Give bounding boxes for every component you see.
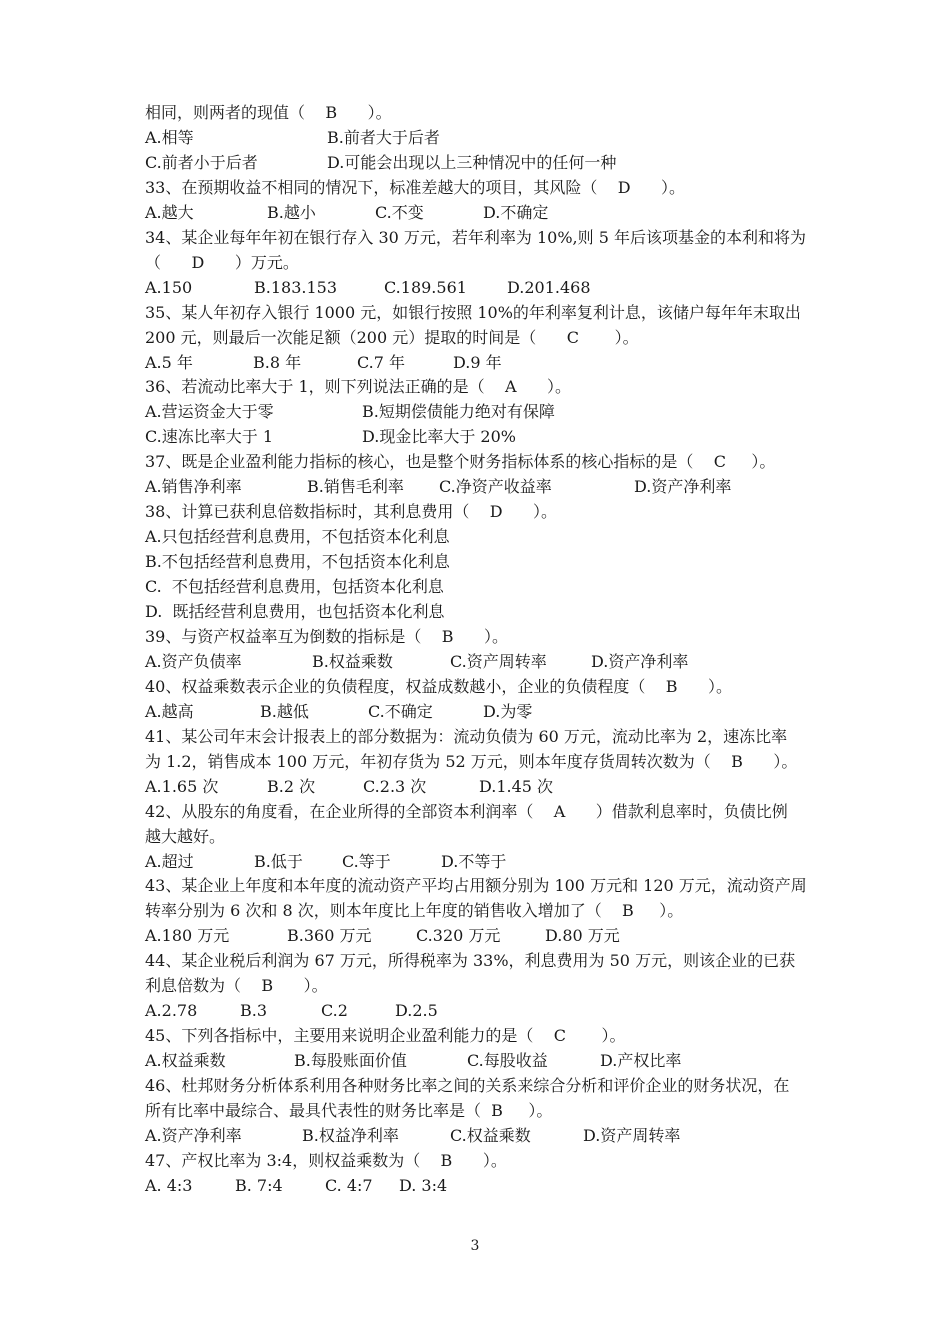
answer-option: D.2.5 [395,1001,438,1021]
line-text: 35、某人年初存入银行 1000 元，如银行按照 10%的年利率复利计息，该储户每年年末取出 [145,302,801,322]
line-text: A.只包括经营利息费用，不包括资本化利息 [145,527,450,547]
line-text: 38、计算已获利息倍数指标时，其利息费用（ D ）。 [145,502,558,522]
answer-option: D.1.45 次 [479,776,554,796]
answer-option: C.每股收益 [467,1051,548,1071]
answer-option: A.超过 [145,851,194,871]
line-text: 41、某公司年末会计报表上的部分数据为：流动负债为 60 万元，流动比率为 2，速冻比率 [145,726,788,746]
answer-option: D.不等于 [441,851,507,871]
answer-option: A.销售净利率 [145,477,242,497]
answer-option: C.189.561 [384,277,467,297]
answer-option: C.2 [321,1001,348,1021]
answer-option: A.营运资金大于零 [145,402,274,422]
answer-option: A.越高 [145,701,194,721]
answer-option: D.资产净利率 [591,651,689,671]
answer-option: B.权益净利率 [302,1125,399,1145]
answer-option: B.低于 [254,851,303,871]
answer-option: D. 3:4 [399,1175,448,1195]
answer-option: C.速冻比率大于 1 [145,427,274,447]
answer-option: C.7 年 [357,352,406,372]
answer-option: D.201.468 [507,277,591,297]
answer-option: C.资产周转率 [450,651,547,671]
line-text: 46、杜邦财务分析体系利用各种财务比率之间的关系来综合分析和评价企业的财务状况，在 [145,1076,790,1095]
line-text: 34、某企业每年年初在银行存入 30 万元，若年利率为 10%,则 5 年后该项基金的本利和将为 [145,227,806,247]
answer-option: C.净资产收益率 [439,477,552,497]
answer-option: A.180 万元 [145,926,230,946]
line-text: 为 1.2，销售成本 100 万元，年初存货为 52 万元，则本年度存货周转次数为（ B ）。 [145,751,798,771]
answer-option: B.3 [240,1001,268,1021]
answer-option: A.越大 [145,202,194,222]
answer-option: B.销售毛利率 [307,477,404,497]
answer-option: D.资产净利率 [634,477,732,497]
answer-option: B.每股账面价值 [294,1051,407,1071]
answer-option: C. 4:7 [325,1175,373,1195]
answer-option: D.产权比率 [600,1051,682,1071]
answer-option: D.9 年 [453,352,502,372]
answer-option: B.360 万元 [287,926,372,946]
line-text: 200 元，则最后一次能足额（200 元）提取的时间是（ C ）。 [145,327,639,347]
answer-option: B.183.153 [254,277,338,297]
answer-option: A.2.78 [145,1001,198,1021]
line-text: C. 不包括经营利息费用，包括资本化利息 [145,577,444,596]
answer-option: C.不确定 [368,701,433,721]
line-text: 36、若流动比率大于 1，则下列说法正确的是（ A ）。 [145,377,572,397]
answer-option: B.2 次 [267,776,316,796]
answer-option: A.1.65 次 [145,776,219,796]
answer-option: A.资产净利率 [145,1125,242,1145]
line-text: 39、与资产权益率互为倒数的指标是（ B ）。 [145,626,508,646]
answer-option: C.不变 [375,202,424,222]
line-text: （ D ）万元。 [145,252,299,272]
answer-option: A.5 年 [145,352,193,372]
line-text: 相同，则两者的现值（ B ）。 [145,103,392,122]
line-text: 44、某企业税后利润为 67 万元，所得税率为 33%，利息费用为 50 万元，则该企业的已获 [145,951,796,971]
line-text: 利息倍数为（ B ）。 [145,976,328,996]
line-text: 47、产权比率为 3:4，则权益乘数为（ B ）。 [145,1150,507,1170]
answer-option: B.短期偿债能力绝对有保障 [362,402,555,422]
answer-option: D.80 万元 [545,926,620,946]
answer-option: D.资产周转率 [583,1125,681,1145]
answer-option: B. 7:4 [235,1175,283,1195]
answer-option: D.可能会出现以上三种情况中的任何一种 [327,152,617,172]
answer-option: B.权益乘数 [312,651,393,671]
answer-option: A. 4:3 [145,1175,193,1195]
line-text: 37、既是企业盈利能力指标的核心，也是整个财务指标体系的核心指标的是（ C ）。 [145,452,776,472]
answer-option: B.8 年 [253,352,302,372]
answer-option: A.150 [145,277,193,297]
page-number: 3 [470,1238,480,1254]
answer-option: C.2.3 次 [363,776,427,796]
line-text: 所有比率中最综合、最具代表性的财务比率是（ B ）。 [145,1101,553,1120]
line-text: 33、在预期收益不相同的情况下，标准差越大的项目，其风险（ D ）。 [145,177,686,197]
answer-option: C.320 万元 [416,926,501,946]
answer-option: C.前者小于后者 [145,152,258,172]
answer-option: D.不确定 [483,202,549,222]
answer-option: C.权益乘数 [450,1125,531,1145]
line-text: 转率分别为 6 次和 8 次，则本年度比上年度的销售收入增加了（ B ）。 [145,901,684,921]
line-text: 45、下列各指标中，主要用来说明企业盈利能力的是（ C ）。 [145,1026,626,1046]
answer-option: B.前者大于后者 [327,128,440,147]
line-text: 越大越好。 [145,826,226,846]
line-text: 40、权益乘数表示企业的负债程度，权益成数越小，企业的负债程度（ B ）。 [145,676,732,696]
answer-option: B.越小 [267,202,316,222]
answer-option: A.资产负债率 [145,651,242,671]
line-text: B.不包括经营利息费用，不包括资本化利息 [145,552,450,572]
line-text: 42、从股东的角度看，在企业所得的全部资本利润率（ A ）借款利息率时，负债比例 [145,801,788,821]
line-text: 43、某企业上年度和本年度的流动资产平均占用额分别为 100 万元和 120 万元，流动资产周 [145,876,807,896]
answer-option: C.等于 [342,851,391,871]
line-text: D. 既括经营利息费用，也包括资本化利息 [145,602,445,621]
answer-option: D.现金比率大于 20% [362,427,516,447]
answer-option: B.越低 [260,701,309,721]
answer-option: A.权益乘数 [145,1051,226,1071]
answer-option: A.相等 [145,128,194,147]
answer-option: D.为零 [483,701,533,721]
